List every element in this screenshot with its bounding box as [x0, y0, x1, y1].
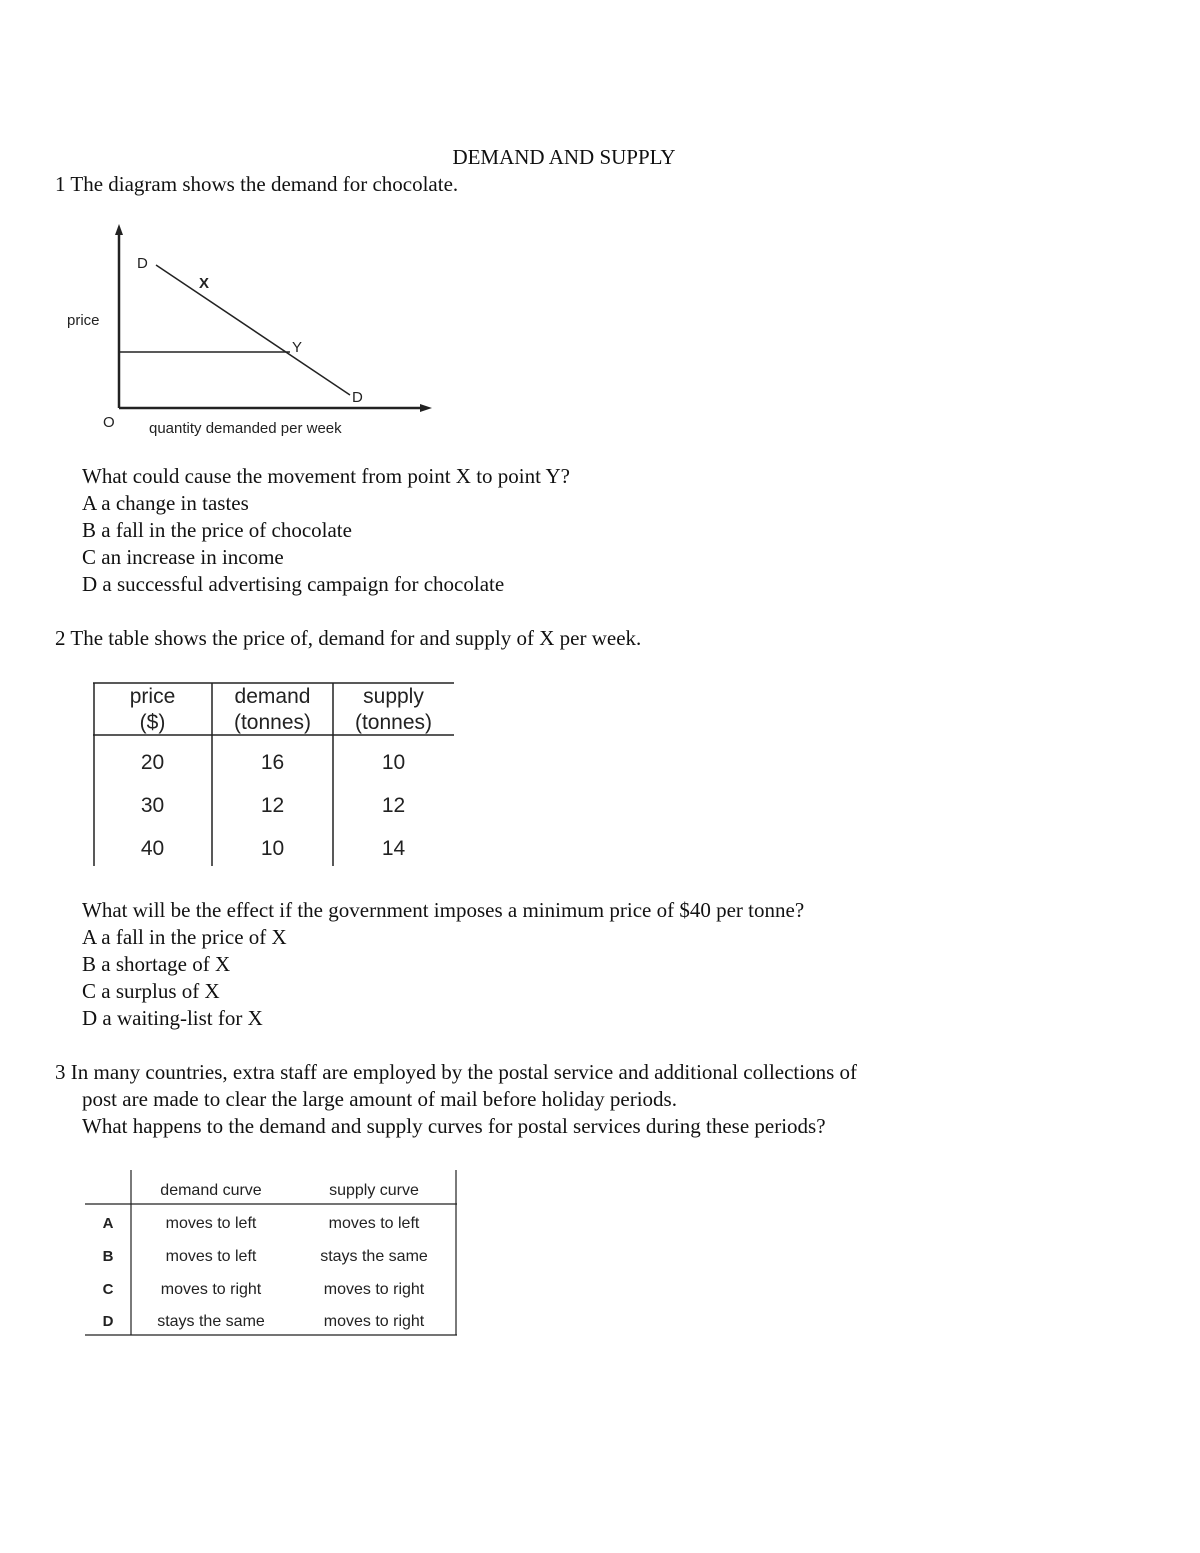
- table-cell: moves to right: [323, 1313, 425, 1330]
- q2-header-supply: [333, 684, 454, 736]
- q2-header-supply-line2: (tonnes): [354, 711, 433, 734]
- q3-row-label-a: A: [102, 1215, 114, 1232]
- origin-label: O: [103, 414, 115, 431]
- q3-intro-line1: 3 In many countries, extra staff are employed by the postal service and additional collections of: [55, 1060, 858, 1084]
- curve-label-start: D: [137, 255, 148, 272]
- q3-row-label-d: D: [102, 1313, 114, 1330]
- q2-question: What will be the effect if the government imposes a minimum price of $40 per tonne?: [82, 898, 805, 922]
- q1-intro: 1 The diagram shows the demand for chocolate.: [55, 172, 459, 196]
- curve-label-end: D: [352, 389, 363, 406]
- q1-option-c: C an increase in income: [82, 545, 284, 569]
- table-cell: moves to left: [328, 1215, 420, 1232]
- page-title: DEMAND AND SUPPLY: [452, 145, 676, 169]
- q2-header-demand: [212, 684, 333, 736]
- q3-row-label-c: C: [102, 1281, 114, 1298]
- q2-header-demand-line1: demand: [234, 685, 311, 708]
- q2-header-price-line2: ($): [139, 711, 166, 734]
- y-axis-label: price: [67, 312, 100, 329]
- q3-header-demand: demand curve: [160, 1182, 262, 1199]
- q3-intro-line2: post are made to clear the large amount of mail before holiday periods.: [82, 1087, 677, 1111]
- q1-option-a: A a change in tastes: [82, 491, 249, 515]
- q2-intro: 2 The table shows the price of, demand for and supply of X per week.: [55, 626, 642, 650]
- table-cell: 12: [381, 794, 406, 817]
- table-cell: stays the same: [320, 1248, 428, 1265]
- demand-diagram-svg: [60, 222, 440, 437]
- q1-option-d: D a successful advertising campaign for chocolate: [82, 572, 505, 596]
- q2-header-demand-line2: (tonnes): [233, 711, 312, 734]
- table-cell: 10: [260, 837, 285, 860]
- table-cell: moves to right: [160, 1281, 262, 1298]
- q2-header-price: [93, 684, 212, 736]
- demand-curve: [156, 265, 350, 395]
- q2-option-b: B a shortage of X: [82, 952, 231, 976]
- q3-row-label-b: B: [102, 1248, 114, 1265]
- x-axis-arrow: [420, 404, 432, 412]
- table-cell: 12: [260, 794, 285, 817]
- x-axis-label: quantity demanded per week: [149, 420, 342, 437]
- q3-table: [85, 1170, 457, 1336]
- table-cell: 40: [140, 837, 165, 860]
- q2-option-a: A a fall in the price of X: [82, 925, 287, 949]
- q3-header-supply: supply curve: [329, 1182, 419, 1199]
- q2-option-d: D a waiting-list for X: [82, 1006, 263, 1030]
- table-cell: stays the same: [157, 1313, 265, 1330]
- point-y-label: Y: [292, 339, 303, 356]
- table-cell: 10: [381, 751, 406, 774]
- q2-option-c: C a surplus of X: [82, 979, 220, 1003]
- table-cell: moves to left: [165, 1248, 257, 1265]
- table-cell: 20: [140, 751, 165, 774]
- q2-header-supply-line1: supply: [363, 685, 424, 708]
- q2-header-price-line1: price: [129, 685, 176, 708]
- table-cell: 30: [140, 794, 165, 817]
- table-cell: moves to left: [165, 1215, 257, 1232]
- table-cell: 14: [381, 837, 406, 860]
- q1-option-b: B a fall in the price of chocolate: [82, 518, 352, 542]
- table-cell: 16: [260, 751, 285, 774]
- y-axis-arrow: [115, 224, 123, 235]
- demand-diagram: [60, 222, 440, 437]
- q1-question: What could cause the movement from point X to point Y?: [82, 464, 570, 488]
- point-x-label: X: [199, 275, 210, 292]
- table-cell: moves to right: [323, 1281, 425, 1298]
- q2-table: [93, 682, 454, 866]
- q3-question: What happens to the demand and supply curves for postal services during these periods?: [82, 1114, 826, 1138]
